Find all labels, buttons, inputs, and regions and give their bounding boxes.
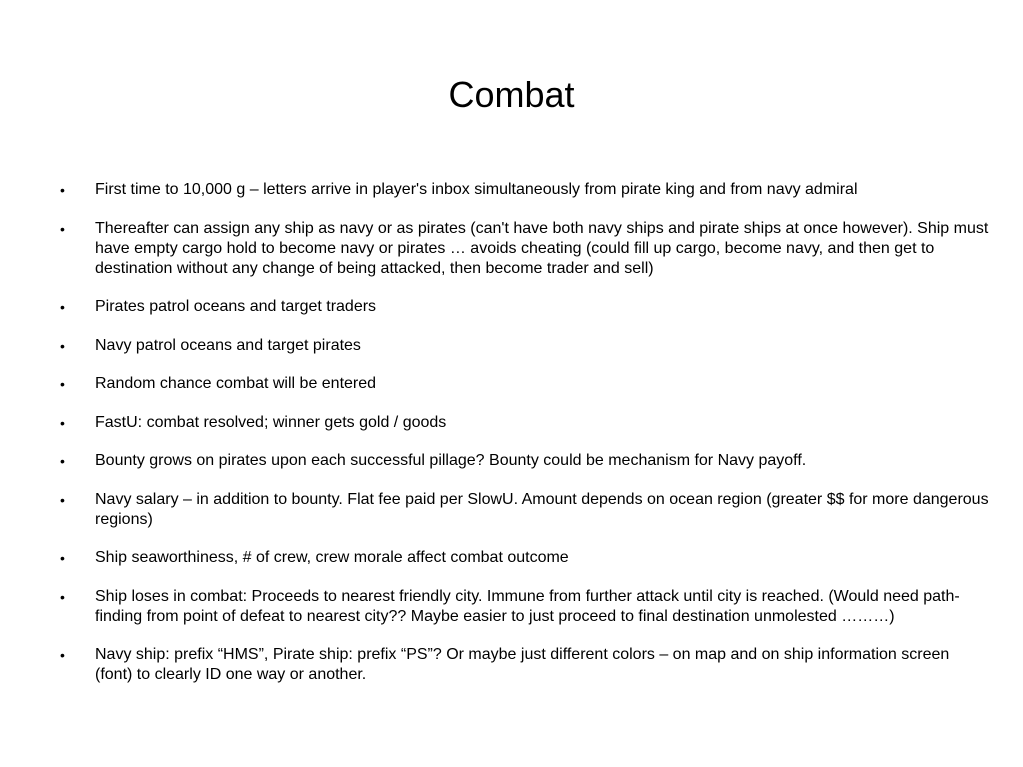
bullet-item	[60, 219, 990, 279]
bullet-text: Thereafter can assign any ship as navy or as pirates (can't have both navy ships and pirate ships at once however). Ship must have empty cargo hold to become navy or pirates … avoids cheating (could fill up cargo, become navy, and then get to destination without any change of being attacked, then become trader and sell)	[95, 219, 989, 277]
bullet-icon: •	[60, 453, 65, 469]
bullet-text: Bounty grows on pirates upon each successful pillage? Bounty could be mechanism for Navy payoff.	[95, 452, 807, 469]
bullet-item	[60, 548, 990, 568]
bullet-icon: •	[60, 550, 65, 566]
bullet-icon: •	[60, 376, 65, 392]
bullet-icon: •	[60, 299, 65, 315]
bullet-icon: •	[60, 491, 65, 508]
bullet-item	[60, 180, 990, 200]
bullet-item	[60, 490, 990, 530]
slide-title: Combat	[448, 74, 575, 115]
bullet-icon: •	[60, 647, 65, 663]
bullet-text: Random chance combat will be entered	[95, 375, 377, 392]
bullet-text: FastU: combat resolved; winner gets gold / goods	[95, 413, 447, 431]
bullet-text: Navy ship: prefix “HMS”, Pirate ship: prefix “PS”? Or maybe just different colors – on map and on ship information screen (font) to clearly ID one way or another.	[95, 646, 950, 683]
bullet-icon: •	[60, 588, 65, 605]
bullet-text: Pirates patrol oceans and target traders	[95, 298, 377, 315]
bullet-item	[60, 645, 990, 685]
bullet-item	[60, 336, 990, 356]
bullet-text: Navy salary – in addition to bounty. Flat fee paid per SlowU. Amount depends on ocean region (greater $$ for more dangerous regions)	[95, 490, 989, 528]
bullet-item	[60, 374, 990, 394]
bullet-icon: •	[60, 414, 65, 431]
bullet-icon: •	[60, 220, 65, 237]
bullet-text: Ship loses in combat: Proceeds to nearest friendly city. Immune from further attack until city is reached. (Would need path-finding from point of defeat to nearest city?? Maybe easier to just proceed to final destination unmolested ………)	[95, 587, 960, 625]
bullet-icon: •	[60, 337, 65, 354]
bullet-item	[60, 587, 990, 627]
bullet-item	[60, 413, 990, 433]
bullet-icon: •	[60, 182, 65, 198]
bullet-text: Ship seaworthiness, # of crew, crew morale affect combat outcome	[95, 549, 569, 566]
bullet-text: First time to 10,000 g – letters arrive in player's inbox simultaneously from pirate king and from navy admiral	[95, 181, 858, 198]
bullet-text: Navy patrol oceans and target pirates	[95, 336, 361, 354]
bullet-item	[60, 297, 990, 317]
bullet-list	[60, 180, 990, 704]
bullet-item	[60, 451, 990, 471]
